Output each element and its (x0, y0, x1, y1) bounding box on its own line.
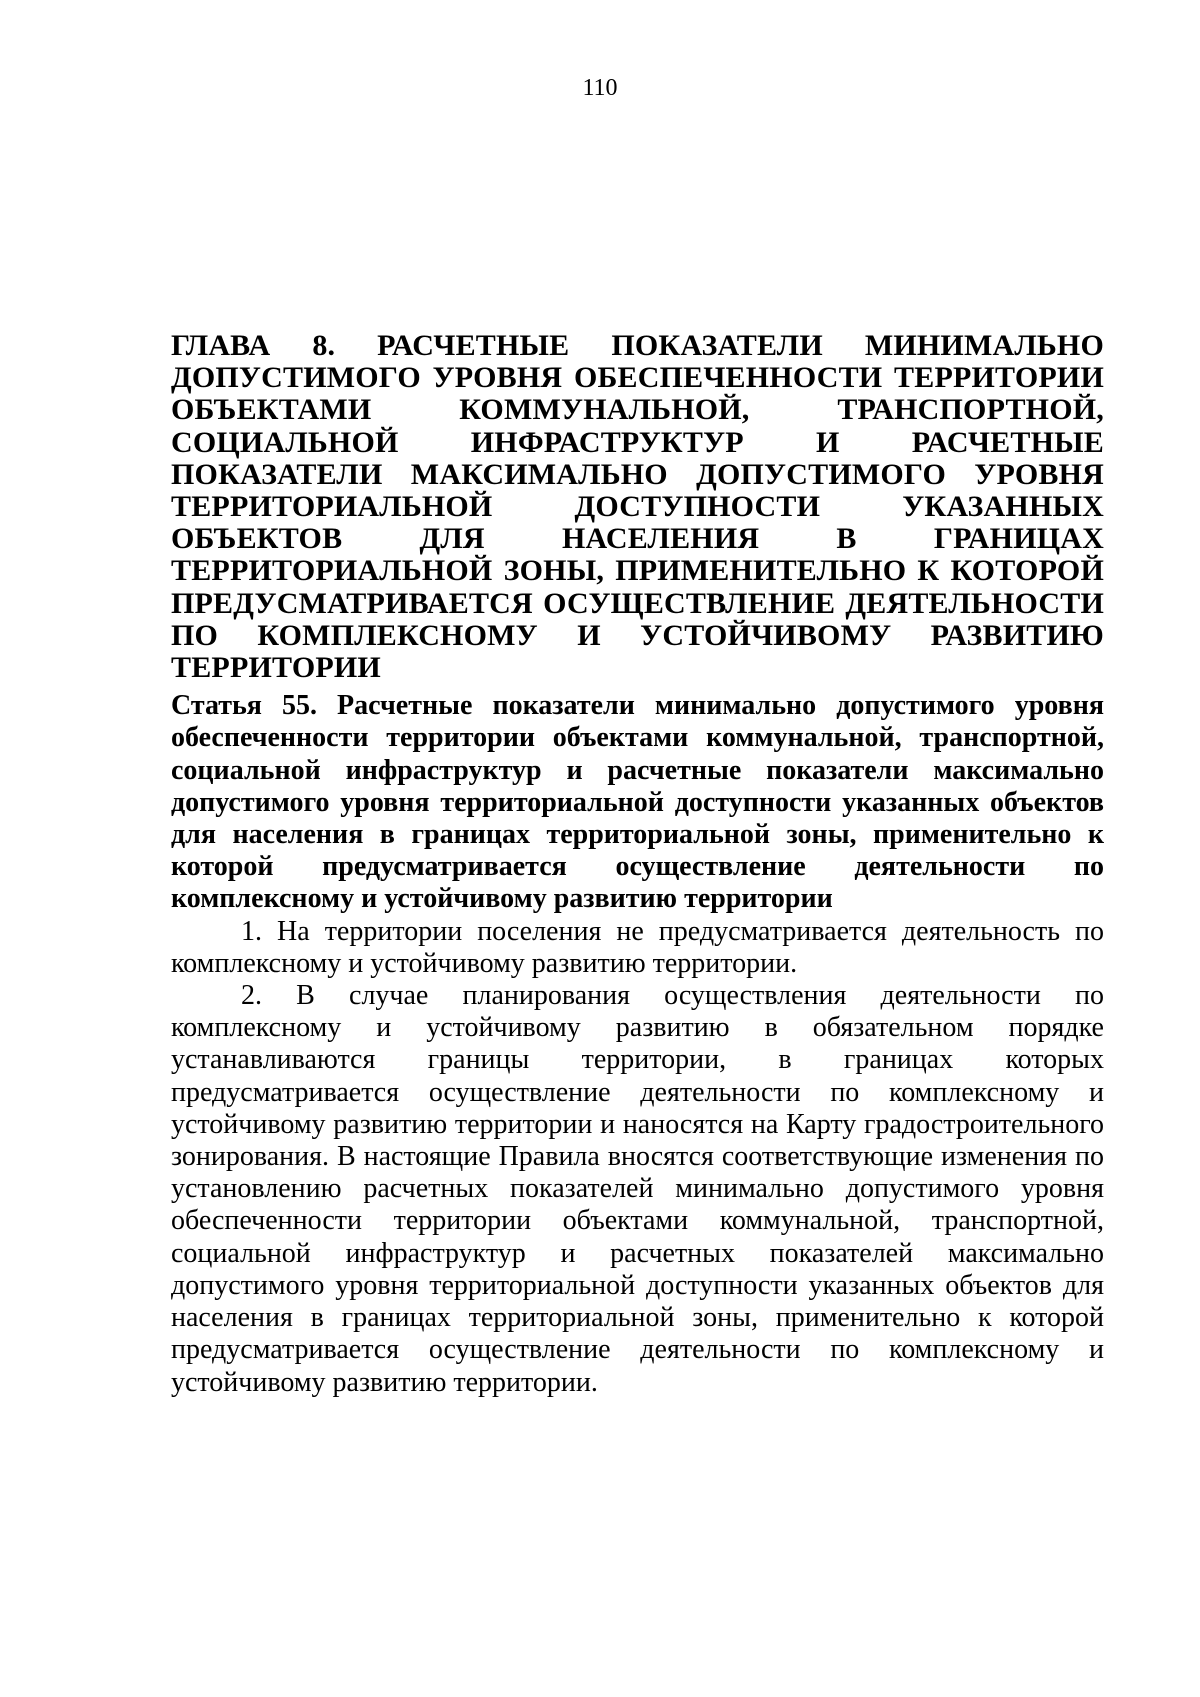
document-body (171, 330, 1104, 1399)
article-paragraph-1: 1. На территории поселения не предусматривается деятельность по комплексному и устойчивому развитию территории. (171, 915, 1104, 979)
chapter-title: ГЛАВА 8. РАСЧЕТНЫЕ ПОКАЗАТЕЛИ МИНИМАЛЬНО ДОПУСТИМОГО УРОВНЯ ОБЕСПЕЧЕННОСТИ ТЕРРИТОРИИ ОБЪЕКТАМИ КОММУНАЛЬНОЙ, ТРАНСПОРТНОЙ, СОЦИАЛЬНОЙ ИНФРАСТРУКТУР И РАСЧЕТНЫЕ ПОКАЗАТЕЛИ МАКСИМАЛЬНО ДОПУСТИМОГО УРОВНЯ ТЕРРИТОРИАЛЬНОЙ ДОСТУПНОСТИ УКАЗАННЫХ ОБЪЕКТОВ ДЛЯ НАСЕЛЕНИЯ В ГРАНИЦАХ ТЕРРИТОРИАЛЬНОЙ ЗОНЫ, ПРИМЕНИТЕЛЬНО К КОТОРОЙ ПРЕДУСМАТРИВАЕТСЯ ОСУЩЕСТВЛЕНИЕ ДЕЯТЕЛЬНОСТИ ПО КОМПЛЕКСНОМУ И УСТОЙЧИВОМУ РАЗВИТИЮ ТЕРРИТОРИИ (171, 329, 1104, 685)
article-title: Статья 55. Расчетные показатели минимально допустимого уровня обеспеченности территории объектами коммунальной, транспортной, социальной инфраструктур и расчетные показатели максимально допустимого уровня территориальной доступности указанных объектов для населения в границах территориальной зоны, применительно к которой предусматривается осуществление деятельности по комплексному и устойчивому развитию территории (171, 690, 1104, 915)
page-number: 110 (582, 75, 618, 101)
article-paragraph-2: 2. В случае планирования осуществления деятельности по комплексному и устойчивому развитию в обязательном порядке устанавливаются границы территории, в границах которых предусматривается осуществление деятельности по комплексному и устойчивому развитию территории и наносятся на Карту градостроительного зонирования. В настоящие Правила вносятся соответствующие изменения по установлению расчетных показателей минимально допустимого уровня обеспеченности территории объектами коммунальной, транспортной, социальной инфраструктур и расчетных показателей максимально допустимого уровня территориальной доступности указанных объектов для населения в границах территориальной зоны, применительно к которой предусматривается осуществление деятельности по комплексному и устойчивому развитию территории. (171, 980, 1104, 1398)
